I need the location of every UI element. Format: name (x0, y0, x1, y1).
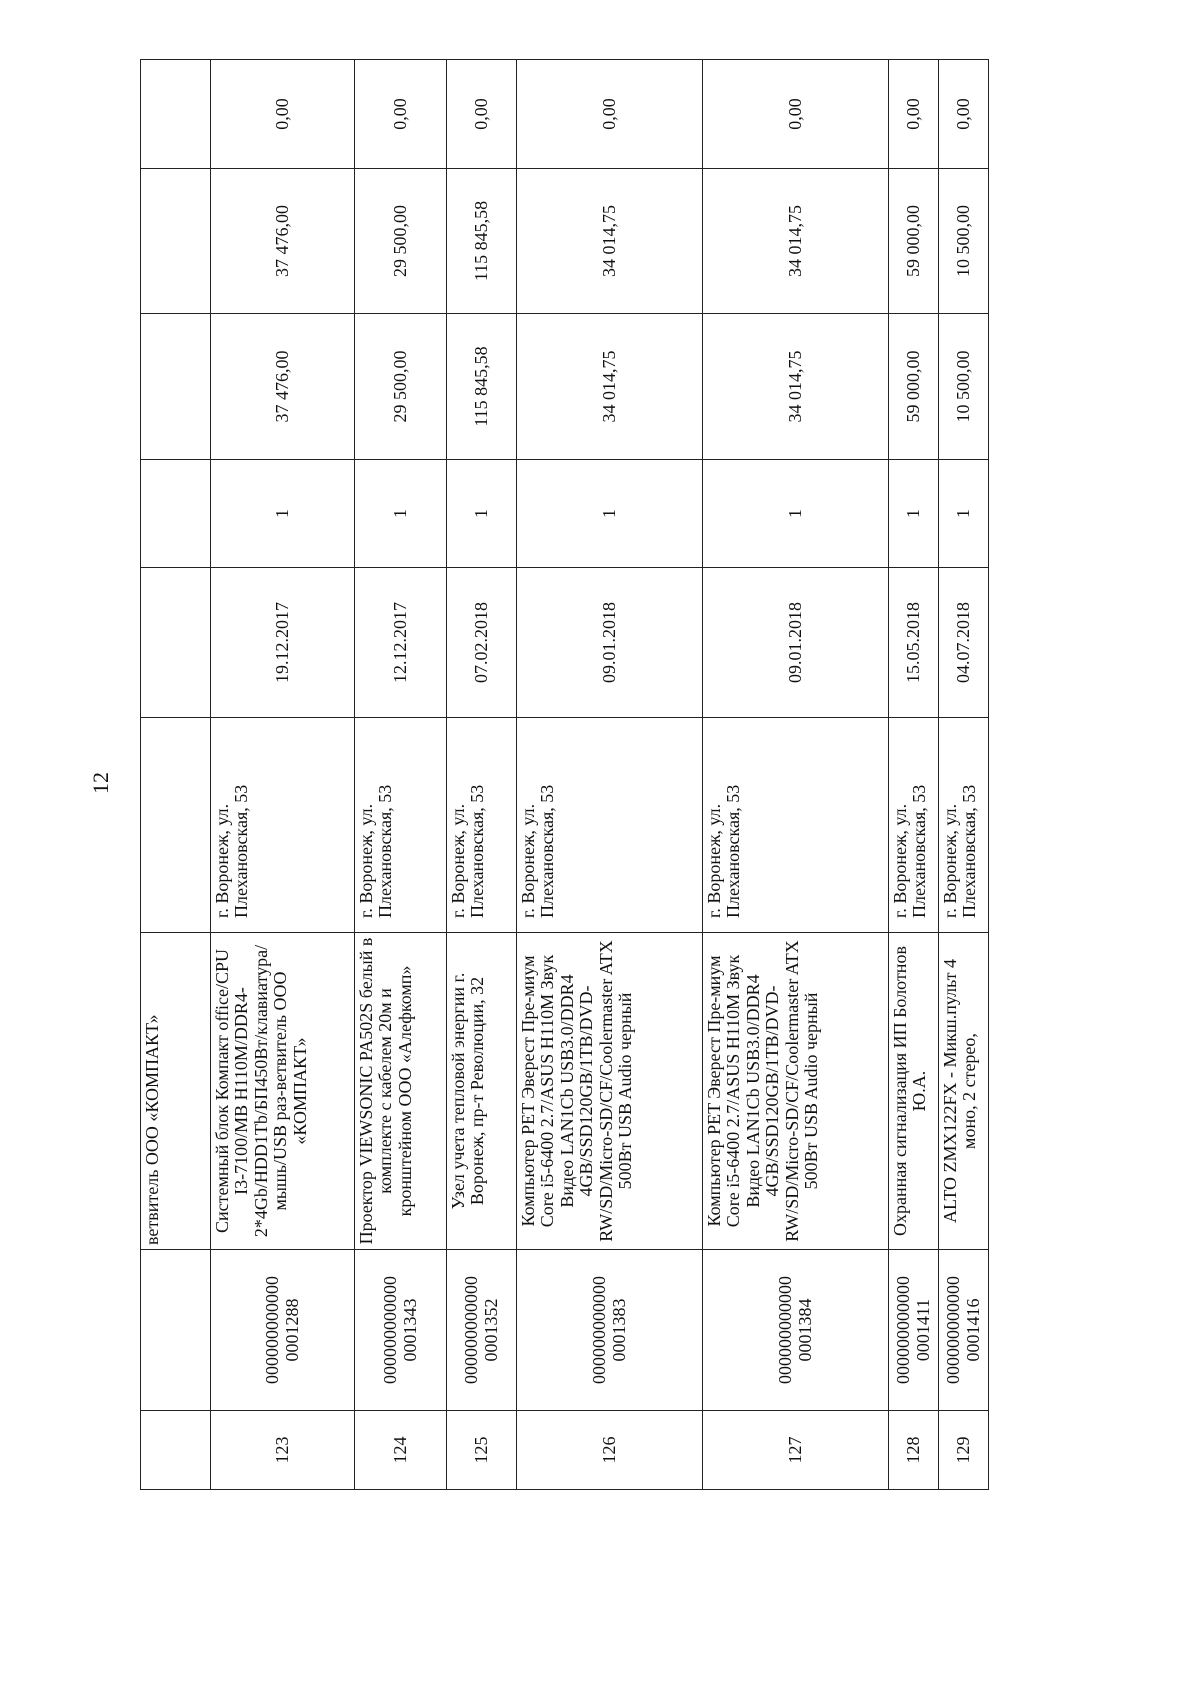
cell-date: 09.01.2018 (703, 568, 889, 718)
cell-initial-cost: 34 014,75 (703, 314, 889, 460)
cell-depreciation: 37 476,00 (211, 169, 355, 314)
table-row (355, 60, 447, 1490)
cell-qty: 1 (939, 460, 989, 568)
cell-depreciation: 10 500,00 (939, 169, 989, 314)
cell-date: 07.02.2018 (447, 568, 517, 718)
cell-no: 128 (889, 1411, 939, 1490)
table-row (703, 60, 889, 1490)
cell-qty: 1 (355, 460, 447, 568)
cell-date: 15.05.2018 (889, 568, 939, 718)
cell-code: 000000000000 0001383 (517, 1250, 703, 1411)
cell-residual: 0,00 (703, 60, 889, 169)
cell-initial-cost: 115 845,58 (447, 314, 517, 460)
cell-no: 129 (939, 1411, 989, 1490)
cell-date: 12.12.2017 (355, 568, 447, 718)
cell-address: г. Воронеж, ул. Плехановская, 53 (517, 718, 703, 933)
cell-address: г. Воронеж, ул. Плехановская, 53 (355, 718, 447, 933)
cell-residual: 0,00 (517, 60, 703, 169)
table-rotation-frame (140, 60, 983, 1490)
cell-code: 000000000000 0001384 (703, 1250, 889, 1411)
cell-date: 09.01.2018 (517, 568, 703, 718)
cell-code (141, 1250, 211, 1411)
cell-qty: 1 (211, 460, 355, 568)
cell-no: 126 (517, 1411, 703, 1490)
cell-initial-cost: 29 500,00 (355, 314, 447, 460)
table-row (889, 60, 939, 1490)
table-row (939, 60, 989, 1490)
assets-table (140, 59, 989, 1490)
cell-residual: 0,00 (447, 60, 517, 169)
cell-address: г. Воронеж, ул. Плехановская, 53 (939, 718, 989, 933)
cell-residual (141, 60, 211, 169)
cell-name: Компьютер PET Эверест Пре-миум Core i5-6400 2.7/ASUS H110M Звук Видео LAN1Cb USB3.0/DDR4 4GB/SSD120GB/1TB/DVD-RW/SD/Micro-SD/CF/Coolermaster ATX 500Вт USB Audio черный (703, 933, 889, 1250)
cell-depreciation (141, 169, 211, 314)
cell-address: г. Воронеж, ул. Плехановская, 53 (447, 718, 517, 933)
cell-qty (141, 460, 211, 568)
cell-code: 000000000000 0001411 (889, 1250, 939, 1411)
cell-name: Компьютер PET Эверест Пре-миум Core i5-6400 2.7/ASUS H110M Звук Видео LAN1Cb USB3.0/DDR4 4GB/SSD120GB/1TB/DVD-RW/SD/Micro-SD/CF/Coolermaster ATX 500Вт USB Audio черный (517, 933, 703, 1250)
cell-name: Охранная сигнализация ИП Болотнов Ю.А. (889, 933, 939, 1250)
table-row-continuation (141, 60, 211, 1490)
cell-residual: 0,00 (211, 60, 355, 169)
cell-initial-cost (141, 314, 211, 460)
cell-residual: 0,00 (939, 60, 989, 169)
table-row (517, 60, 703, 1490)
cell-code: 000000000000 0001416 (939, 1250, 989, 1411)
cell-initial-cost: 10 500,00 (939, 314, 989, 460)
cell-date: 19.12.2017 (211, 568, 355, 718)
cell-date: 04.07.2018 (939, 568, 989, 718)
cell-code: 000000000000 0001343 (355, 1250, 447, 1411)
cell-date (141, 568, 211, 718)
cell-residual: 0,00 (355, 60, 447, 169)
cell-code: 000000000000 0001352 (447, 1250, 517, 1411)
cell-name: Системный блок Компакт office/CPU I3-7100/MB H110M/DDR4-2*4Gb/HDD1Tb/БП450Вт/клавиатура/мышь/USB раз-ветвитель ООО «КОМПАКТ» (211, 933, 355, 1250)
cell-depreciation: 115 845,58 (447, 169, 517, 314)
cell-address: г. Воронеж, ул. Плехановская, 53 (211, 718, 355, 933)
cell-address: г. Воронеж, ул. Плехановская, 53 (889, 718, 939, 933)
cell-qty: 1 (517, 460, 703, 568)
cell-no: 123 (211, 1411, 355, 1490)
cell-name: ветвитель ООО «КОМПАКТ» (141, 933, 211, 1250)
cell-qty: 1 (889, 460, 939, 568)
cell-address: г. Воронеж, ул. Плехановская, 53 (703, 718, 889, 933)
cell-depreciation: 34 014,75 (703, 169, 889, 314)
cell-depreciation: 34 014,75 (517, 169, 703, 314)
table-row (211, 60, 355, 1490)
cell-no: 127 (703, 1411, 889, 1490)
cell-no: 125 (447, 1411, 517, 1490)
table-row (447, 60, 517, 1490)
cell-no: 124 (355, 1411, 447, 1490)
cell-name: Узел учета тепловой энергии г. Воронеж, пр-т Революции, 32 (447, 933, 517, 1250)
cell-no (141, 1411, 211, 1490)
cell-initial-cost: 59 000,00 (889, 314, 939, 460)
cell-depreciation: 29 500,00 (355, 169, 447, 314)
cell-name: Проектор VIEWSONIC PA502S белый в комплекте с кабелем 20м и кронштейном ООО «Алефкомп» (355, 933, 447, 1250)
cell-name: ALTO ZMX122FX - Микш.пульт 4 моно, 2 стерео, (939, 933, 989, 1250)
cell-depreciation: 59 000,00 (889, 169, 939, 314)
cell-qty: 1 (703, 460, 889, 568)
cell-initial-cost: 37 476,00 (211, 314, 355, 460)
cell-residual: 0,00 (889, 60, 939, 169)
rotated-table-container (140, 60, 983, 1490)
cell-initial-cost: 34 014,75 (517, 314, 703, 460)
cell-code: 000000000000 0001288 (211, 1250, 355, 1411)
cell-qty: 1 (447, 460, 517, 568)
page-number: 12 (88, 772, 113, 794)
cell-address (141, 718, 211, 933)
